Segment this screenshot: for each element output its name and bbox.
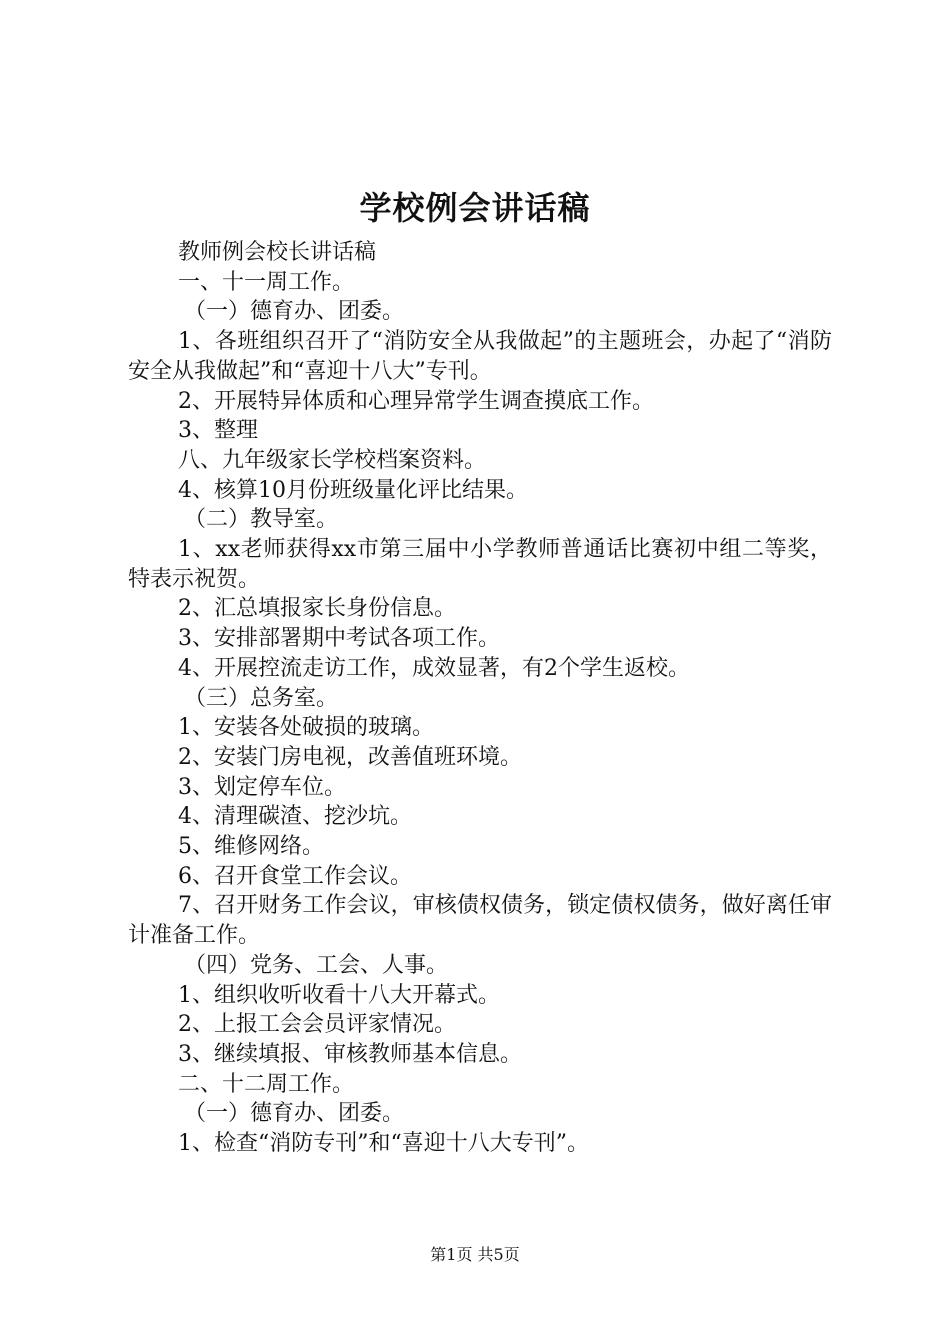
paragraph: 5、维修网络。 — [178, 834, 324, 860]
paragraph: 2、安装门房电视，改善值班环境。 — [178, 744, 522, 770]
paragraph: 3、划定停车位。 — [178, 774, 346, 800]
paragraph: 1、检查“消防专刊”和“喜迎十八大专刊”。 — [178, 1131, 589, 1157]
paragraph: 2、开展特异体质和心理异常学生调查摸底工作。 — [178, 388, 654, 414]
paragraph: （四）党务、工会、人事。 — [184, 952, 449, 978]
document-body — [128, 238, 832, 1159]
paragraph: 一、十一周工作。 — [178, 269, 355, 295]
paragraph: 1、各班组织召开了“消防安全从我做起”的主题班会，办起了“消防安全从我做起”和“喜迎十八大”专刊。 — [128, 329, 832, 384]
paragraph: 3、安排部署期中考试各项工作。 — [178, 626, 500, 652]
paragraph: 3、继续填报、审核教师基本信息。 — [178, 1041, 522, 1067]
paragraph: （一）德育办、团委。 — [184, 299, 405, 325]
paragraph: 1、安装各处破损的玻璃。 — [178, 715, 434, 741]
paragraph: （二）教导室。 — [184, 507, 339, 533]
paragraph: 4、清理碳渣、挖沙坑。 — [178, 804, 412, 830]
paragraph: 教师例会校长讲话稿 — [178, 240, 377, 265]
paragraph: 八、九年级家长学校档案资料。 — [178, 447, 487, 473]
paragraph: 7、召开财务工作会议，审核债权债务，锁定债权债务，做好离任审计准备工作。 — [128, 893, 832, 949]
paragraph: 二、十二周工作。 — [178, 1071, 355, 1097]
page-footer: 第1页 共5页 — [430, 1245, 520, 1264]
paragraph: （三）总务室。 — [184, 685, 339, 711]
paragraph: 6、召开食堂工作会议。 — [178, 863, 412, 889]
paragraph: 1、xx老师获得xx市第三届中小学教师普通话比赛初中组二等奖，特表示祝贺。 — [128, 537, 832, 592]
paragraph: 2、汇总填报家长身份信息。 — [178, 596, 456, 622]
paragraph: 4、核算10月份班级量化评比结果。 — [178, 477, 528, 503]
paragraph: 2、上报工会会员评家情况。 — [178, 1012, 456, 1038]
paragraph: （一）德育办、团委。 — [184, 1101, 405, 1127]
paragraph: 1、组织收听收看十八大开幕式。 — [178, 982, 500, 1008]
paragraph: 3、整理 — [178, 418, 258, 444]
paragraph: 4、开展控流走访工作，成效显著，有2个学生返校。 — [178, 655, 690, 681]
document-title: 学校例会讲话稿 — [359, 189, 591, 227]
